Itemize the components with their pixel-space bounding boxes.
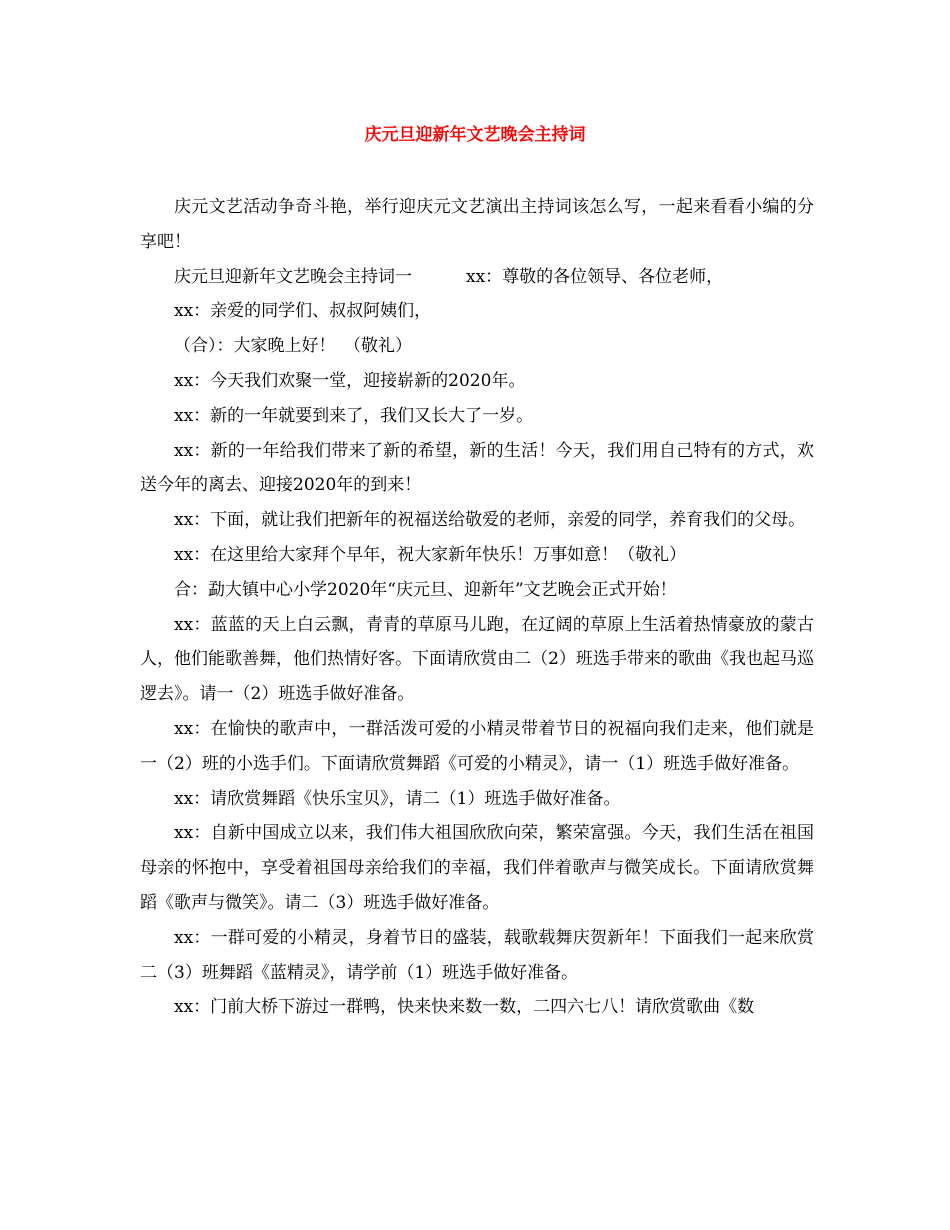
paragraph: （合）：大家晚上好！ （敬礼） [174, 336, 412, 357]
paragraph: xx：蓝蓝的天上白云飘，青青的草原马儿跑，在辽阔的草原上生活着热情豪放的蒙古人，他们能歌善舞，他们热情好客。下面请欣赏由二（2）班选手带来的歌曲《我也起马巡逻去》。请一（2）班选手做好准备。 [140, 614, 814, 705]
paragraph: xx：亲爱的同学们、叔叔阿姨们， [174, 301, 432, 322]
paragraph: 合：勐大镇中心小学2020年“庆元旦、迎新年”文艺晚会正式开始！ [174, 579, 677, 600]
document-title: 庆元旦迎新年文艺晚会主持词 [364, 125, 586, 145]
paragraph: xx：自新中国成立以来，我们伟大祖国欣欣向荣，繁荣富强。今天，我们生活在祖国母亲的怀抱中，享受着祖国母亲给我们的幸福，我们伴着歌声与微笑成长。下面请欣赏舞蹈《歌声与微笑》。请二（3）班选手做好准备。 [140, 823, 814, 913]
paragraph-host-line [140, 260, 814, 295]
paragraph: xx：在愉快的歌声中，一群活泼可爱的小精灵带着节日的祝福向我们走来，他们就是一（2）班的小选手们。下面请欣赏舞蹈《可爱的小精灵》，请一（1）班选手做好准备。 [140, 718, 814, 774]
paragraph: xx：新的一年就要到来了，我们又长大了一岁。 [174, 405, 534, 426]
document-body [140, 190, 814, 1025]
paragraph: xx：请欣赏舞蹈《快乐宝贝》，请二（1）班选手做好准备。 [174, 788, 621, 809]
paragraph: xx：新的一年给我们带来了新的希望，新的生活！今天，我们用自己特有的方式，欢送今年的离去、迎接2020年的到来！ [140, 440, 814, 496]
paragraph: 庆元文艺活动争奇斗艳，举行迎庆元文艺演出主持词该怎么写，一起来看看小编的分享吧！ [140, 197, 814, 252]
host-line-greeting: xx：尊敬的各位领导、各位老师， [466, 266, 724, 287]
paragraph: xx：在这里给大家拜个早年，祝大家新年快乐！万事如意！（敬礼） [174, 544, 687, 565]
paragraph: xx：今天我们欢聚一堂，迎接崭新的2020年。 [174, 370, 526, 391]
paragraph: xx：一群可爱的小精灵，身着节日的盛装，载歌载舞庆贺新年！下面我们一起来欣赏二（3）班舞蹈《蓝精灵》，请学前（1）班选手做好准备。 [140, 927, 814, 983]
host-line-heading: 庆元旦迎新年文艺晚会主持词一 [174, 266, 412, 287]
paragraph: xx：门前大桥下游过一群鸭，快来快来数一数，二四六七八！请欣赏歌曲《数 [174, 997, 755, 1018]
paragraph: xx：下面，就让我们把新年的祝福送给敬爱的老师，亲爱的同学，养育我们的父母。 [174, 510, 806, 531]
